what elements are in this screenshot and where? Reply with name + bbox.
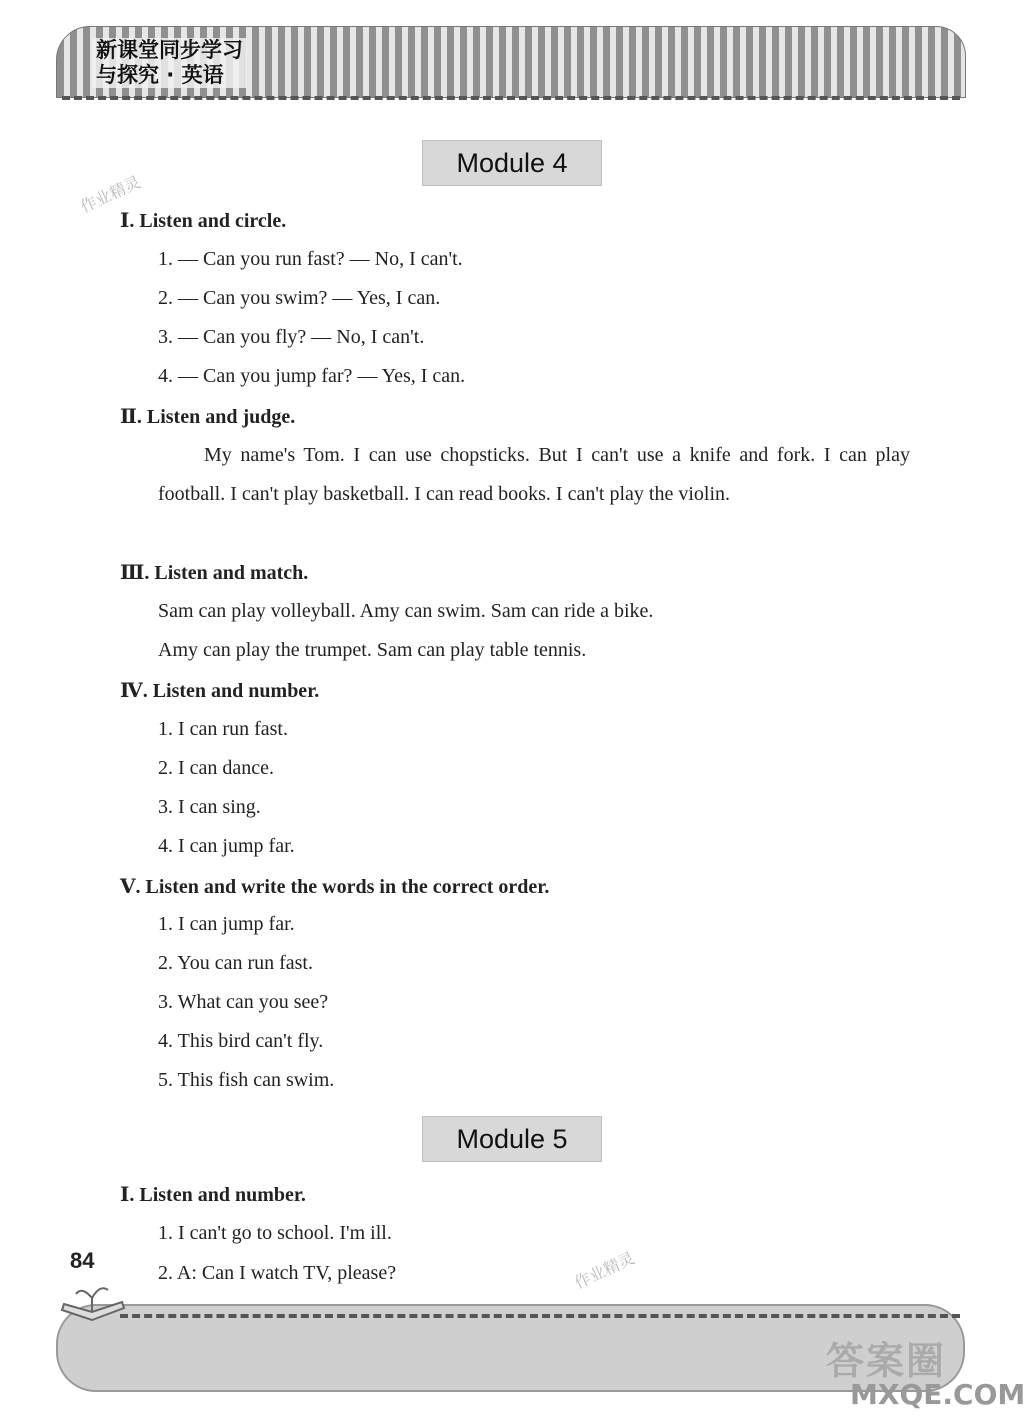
footer-divider — [120, 1314, 960, 1318]
section-heading: Ⅲ. Listen and match. — [120, 562, 309, 584]
list-item: 4. I can jump far. — [158, 835, 295, 857]
site-logo: 答案圈 — [826, 1339, 947, 1383]
section-heading: Ⅰ. Listen and circle. — [120, 210, 287, 232]
header-divider — [62, 96, 960, 100]
list-item: 4. This bird can't fly. — [158, 1030, 324, 1052]
list-item: 2. I can dance. — [158, 757, 275, 779]
list-item: 1. I can run fast. — [158, 718, 288, 740]
section-heading: Ⅱ. Listen and judge. — [120, 406, 296, 428]
module-5-title: Module 5 — [422, 1116, 602, 1162]
list-item: 1. — Can you run fast? — No, I can't. — [158, 248, 463, 270]
list-item: 3. What can you see? — [158, 991, 329, 1013]
section-heading: Ⅴ. Listen and write the words in the correct order. — [120, 876, 550, 898]
list-item: 2. — Can you swim? — Yes, I can. — [158, 287, 441, 309]
list-item: Sam can play volleyball. Amy can swim. Sam can ride a bike. — [158, 600, 654, 622]
list-item: 2. A: Can I watch TV, please? — [158, 1262, 397, 1284]
passage: My name's Tom. I can use chopsticks. But I can't use a knife and fork. I can play football. I can't play basketball. I can read books. I can't play the violin. — [158, 444, 910, 505]
list-item: 1. I can jump far. — [158, 913, 295, 935]
module-4-title: Module 4 — [422, 140, 602, 186]
book-icon — [56, 1276, 130, 1326]
watermark: 作业精灵 — [77, 172, 144, 217]
list-item: 1. I can't go to school. I'm ill. — [158, 1222, 392, 1244]
header-title: 新课堂同步学习 与探究 · 英语 — [92, 38, 247, 88]
section-heading: Ⅳ. Listen and number. — [120, 680, 320, 702]
list-item: 3. — Can you fly? — No, I can't. — [158, 326, 425, 348]
watermark: 作业精灵 — [571, 1248, 638, 1293]
list-item: 2. You can run fast. — [158, 952, 313, 974]
list-item: 4. — Can you jump far? — Yes, I can. — [158, 365, 466, 387]
section-heading: Ⅰ. Listen and number. — [120, 1184, 306, 1206]
list-item: 5. This fish can swim. — [158, 1069, 335, 1091]
site-url: MXQE.COM — [850, 1378, 1025, 1411]
list-item: Amy can play the trumpet. Sam can play table tennis. — [158, 639, 587, 661]
list-item: 3. I can sing. — [158, 796, 261, 818]
page-number: 84 — [70, 1248, 95, 1273]
